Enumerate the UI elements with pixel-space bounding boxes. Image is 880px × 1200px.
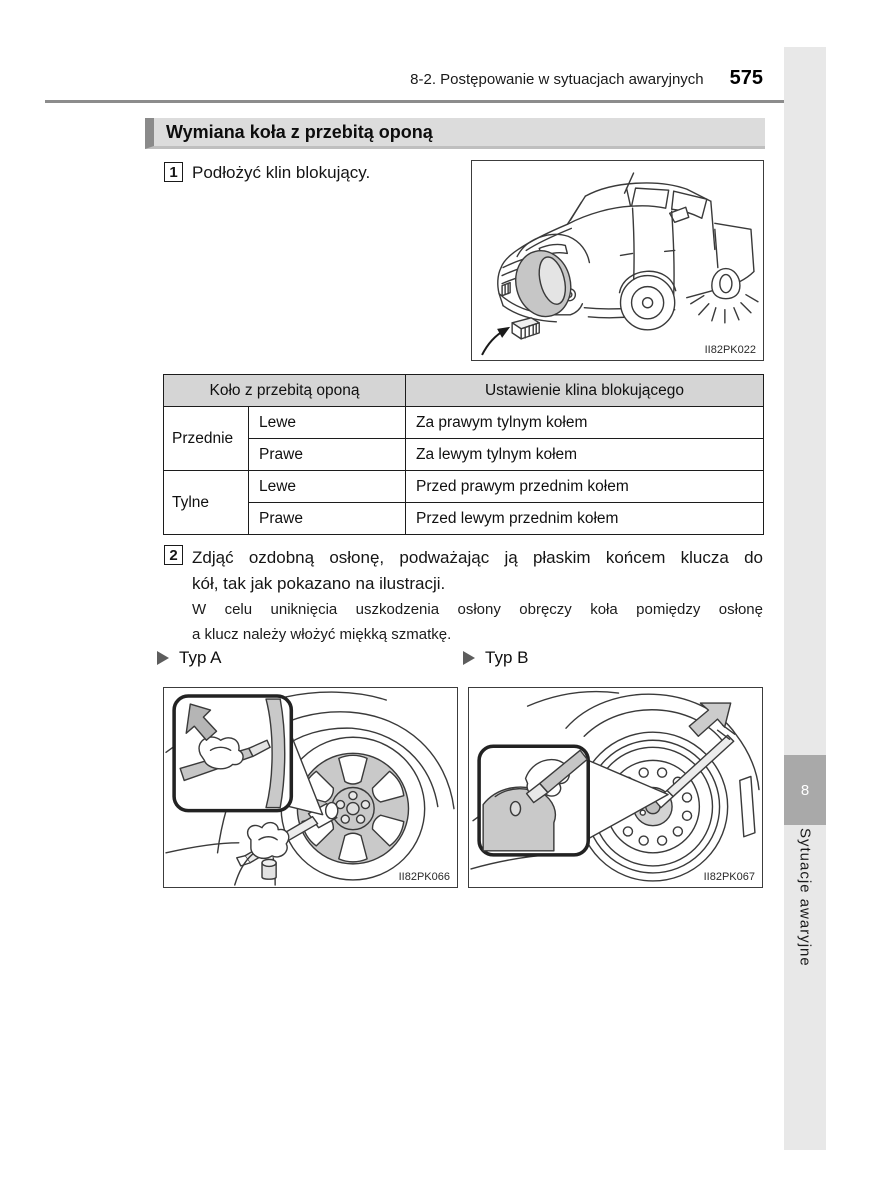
type-a-label: Typ A (157, 648, 222, 668)
table-row (164, 471, 764, 503)
table-row (164, 407, 764, 439)
type-labels-row (157, 648, 763, 670)
breadcrumb: 8-2. Postępowanie w sytuacjach awaryjnych (410, 71, 704, 88)
chapter-label: Sytuacje awaryjne (796, 828, 814, 967)
chapter-number: 8 (800, 781, 810, 799)
chock-placement-table (163, 374, 764, 535)
type-b-label: Typ B (463, 648, 528, 668)
figure-typ-b (468, 687, 763, 888)
table-header-row (164, 375, 764, 407)
cell-placement: Przed prawym przednim kołem (406, 471, 764, 503)
step-2-text: Zdjąć ozdobną osłonę, podważając ją płaskim końcem klucza do kół, tak jak pokazano na ilustracji. (192, 548, 763, 593)
step-2-note: W celu uniknięcia uszkodzenia osłony obręczy koła pomiędzy osłonę a klucz należy włożyć miękką szmatkę. (192, 601, 763, 643)
step-1-text: Podłożyć klin blokujący. (192, 163, 371, 182)
page-number: 575 (729, 67, 763, 89)
chapter-tab (784, 755, 826, 825)
figure-truck-chock (471, 160, 764, 361)
alloy-wheel-cap-pry-illustration (164, 688, 457, 887)
triangle-marker-icon (157, 651, 169, 665)
step-2-number: 2 (164, 545, 183, 565)
triangle-marker-icon (463, 651, 475, 665)
cell-side: Lewe (249, 471, 406, 503)
section-title: Wymiana koła z przebitą oponą (166, 121, 433, 142)
figure-code: II82PK066 (396, 871, 450, 883)
cell-placement: Przed lewym przednim kołem (406, 503, 764, 535)
step-1 (164, 162, 370, 184)
section-title-bar (145, 118, 765, 149)
table-row (164, 503, 764, 535)
page-header (45, 67, 763, 90)
steel-wheel-cap-pry-illustration (469, 688, 762, 887)
header-rule (45, 100, 826, 103)
cell-wheel-rear: Tylne (164, 471, 249, 535)
cell-wheel-front: Przednie (164, 407, 249, 471)
cell-side: Lewe (249, 407, 406, 439)
figure-typ-a (163, 687, 458, 888)
chapter-side-strip (784, 47, 826, 1150)
cell-side: Prawe (249, 439, 406, 471)
truck-chock-illustration (472, 161, 763, 360)
cell-placement: Za prawym tylnym kołem (406, 407, 764, 439)
figure-code: II82PK022 (702, 344, 756, 356)
table-row (164, 439, 764, 471)
figure-code: II82PK067 (701, 871, 755, 883)
header-placement: Ustawienie klina blokującego (406, 375, 764, 407)
cell-side: Prawe (249, 503, 406, 535)
header-wheel: Koło z przebitą oponą (164, 375, 406, 407)
chock-pointer-arrow-icon (497, 327, 510, 338)
cell-placement: Za lewym tylnym kołem (406, 439, 764, 471)
step-1-number: 1 (164, 162, 183, 182)
step-2 (164, 545, 764, 597)
